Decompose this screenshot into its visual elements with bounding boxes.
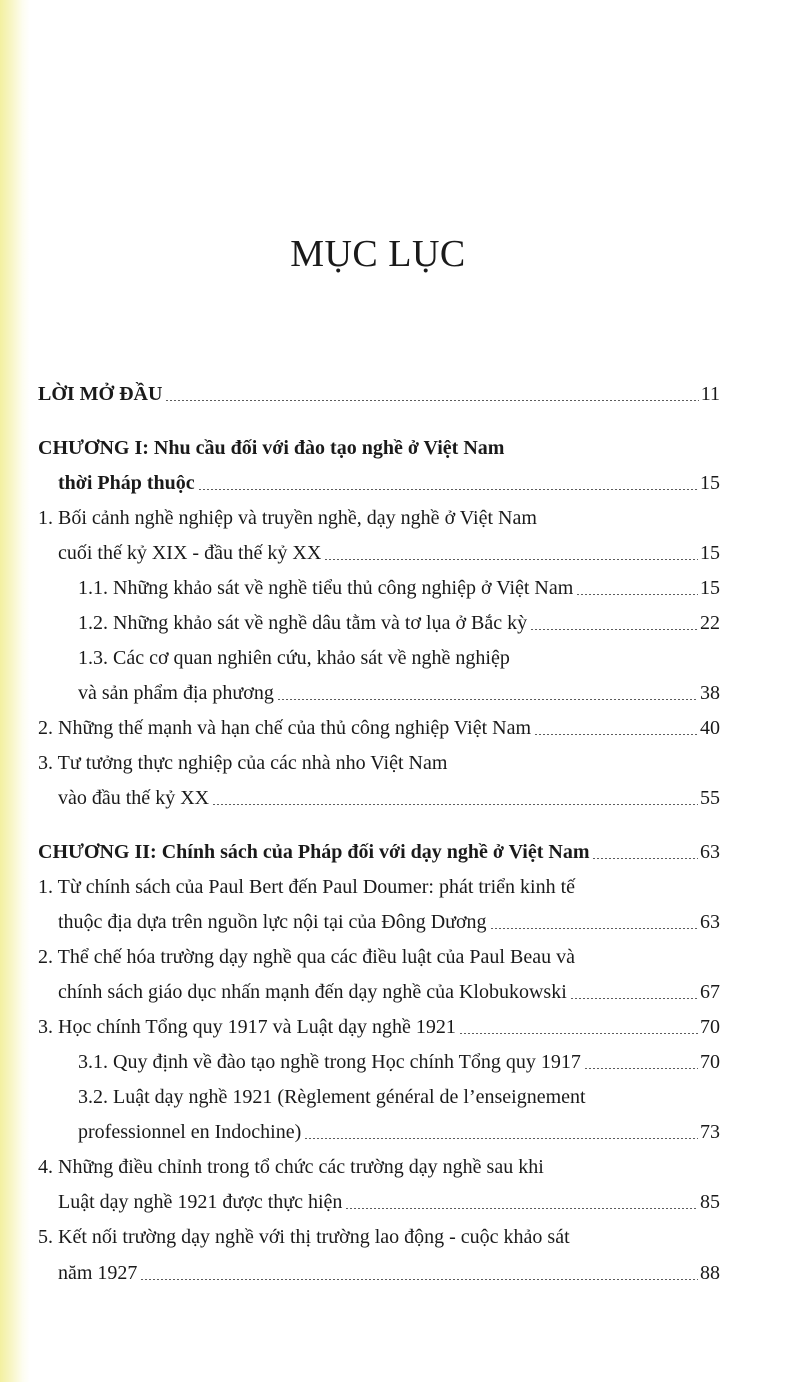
dot-leader xyxy=(570,998,698,999)
toc-entry-line-continued xyxy=(38,430,504,460)
dot-leader xyxy=(459,1033,698,1034)
toc-entry-line-continued xyxy=(78,1079,586,1109)
toc-entry-text: 1.1. Những khảo sát về nghề tiểu thủ công nghiệp ở Việt Nam xyxy=(78,577,574,599)
toc-entry-text: Luật dạy nghề 1921 được thực hiện xyxy=(58,1191,343,1213)
page-number: 88 xyxy=(700,1262,720,1284)
page-number: 63 xyxy=(700,841,720,863)
page-number: 73 xyxy=(700,1121,720,1143)
dot-leader xyxy=(576,594,698,595)
toc-entry-text: 3. Học chính Tổng quy 1917 và Luật dạy nghề 1921 xyxy=(38,1016,456,1038)
page-number: 11 xyxy=(700,383,720,405)
dot-leader xyxy=(345,1208,698,1209)
dot-leader xyxy=(324,559,698,560)
toc-entry-line xyxy=(78,1044,720,1074)
toc-entry-text: 2. Thể chế hóa trường dạy nghề qua các điều luật của Paul Beau và xyxy=(38,946,575,968)
dot-leader xyxy=(140,1279,698,1280)
page-number: 67 xyxy=(700,981,720,1003)
dot-leader xyxy=(198,489,698,490)
toc-entry-line xyxy=(58,904,720,934)
toc-entry-line-continued xyxy=(38,745,447,775)
toc-entry-text: 3.1. Quy định về đào tạo nghề trong Học chính Tổng quy 1917 xyxy=(78,1051,581,1073)
toc-entry-line-continued xyxy=(38,1149,544,1179)
toc-entry-line xyxy=(38,376,720,406)
dot-leader xyxy=(592,858,698,859)
toc-entry-line-continued xyxy=(38,869,575,899)
toc-entry-text: 2. Những thế mạnh và hạn chế của thủ công nghiệp Việt Nam xyxy=(38,717,532,739)
page-edge-shadow xyxy=(0,0,30,1382)
toc-entry-line xyxy=(58,465,720,495)
toc-entry-text: thời Pháp thuộc xyxy=(58,472,195,494)
toc-entry-text: 1.3. Các cơ quan nghiên cứu, khảo sát về nghề nghiệp xyxy=(78,647,510,669)
toc-entry-text: 1. Bối cảnh nghề nghiệp và truyền nghề, dạy nghề ở Việt Nam xyxy=(38,507,537,529)
dot-leader xyxy=(304,1138,698,1139)
dot-leader xyxy=(584,1068,698,1069)
page-number: 15 xyxy=(700,542,720,564)
toc-entry-line xyxy=(78,1114,720,1144)
toc-entry-text: cuối thế kỷ XIX - đầu thế kỷ XX xyxy=(58,542,322,564)
toc-entry-text: 3. Tư tưởng thực nghiệp của các nhà nho Việt Nam xyxy=(38,752,448,774)
page-number: 85 xyxy=(700,1191,720,1213)
toc-entry-text: 1.2. Những khảo sát về nghề dâu tằm và tơ lụa ở Bắc kỳ xyxy=(78,612,528,634)
toc-entry-text: LỜI MỞ ĐẦU xyxy=(38,383,163,405)
toc-entry-line xyxy=(78,605,720,635)
toc-entry-line xyxy=(58,974,720,1004)
toc-entry-line-continued xyxy=(38,1219,570,1249)
toc-entry-text: 1. Từ chính sách của Paul Bert đến Paul Doumer: phát triển kinh tế xyxy=(38,876,576,898)
toc-entry-line xyxy=(58,1255,720,1285)
toc-entry-text: 3.2. Luật dạy nghề 1921 (Règlement général de l’enseignement xyxy=(78,1086,586,1108)
toc-entry-text: 4. Những điều chỉnh trong tổ chức các trường dạy nghề sau khi xyxy=(38,1156,544,1178)
toc-entry-line xyxy=(38,1009,720,1039)
dot-leader xyxy=(490,928,698,929)
toc-entry-text: CHƯƠNG II: Chính sách của Pháp đối với dạy nghề ở Việt Nam xyxy=(38,841,590,863)
toc-entry-text: năm 1927 xyxy=(58,1262,138,1284)
toc-entry-line xyxy=(78,570,720,600)
page-number: 15 xyxy=(700,472,720,494)
toc-entry-line-continued xyxy=(78,640,510,670)
toc-entry-line xyxy=(78,675,720,705)
toc-entry-line xyxy=(38,710,720,740)
dot-leader xyxy=(165,400,698,401)
toc-entry-text: chính sách giáo dục nhấn mạnh đến dạy nghề của Klobukowski xyxy=(58,981,567,1003)
toc-entry-line xyxy=(38,834,720,864)
page-title: MỤC LỤC xyxy=(290,233,466,275)
toc-entry-line xyxy=(58,535,720,565)
page-number: 55 xyxy=(700,787,720,809)
toc-entry-line-continued xyxy=(38,500,537,530)
page-number: 15 xyxy=(700,577,720,599)
toc-entry-text: thuộc địa dựa trên nguồn lực nội tại của Đông Dương xyxy=(58,911,487,933)
page-number: 70 xyxy=(700,1016,720,1038)
toc-entry-text: CHƯƠNG I: Nhu cầu đối với đào tạo nghề ở Việt Nam xyxy=(38,437,505,459)
dot-leader xyxy=(212,804,698,805)
dot-leader xyxy=(534,734,698,735)
toc-entry-text: professionnel en Indochine) xyxy=(78,1121,302,1143)
toc-entry-text: 5. Kết nối trường dạy nghề với thị trường lao động - cuộc khảo sát xyxy=(38,1226,570,1248)
page-number: 38 xyxy=(700,682,720,704)
dot-leader xyxy=(530,629,698,630)
dot-leader xyxy=(277,699,698,700)
toc-entry-line-continued xyxy=(38,939,575,969)
toc-entry-text: và sản phẩm địa phương xyxy=(78,682,274,704)
page-number: 63 xyxy=(700,911,720,933)
page-number: 40 xyxy=(700,717,720,739)
page-number: 70 xyxy=(700,1051,720,1073)
toc-entry-text: vào đầu thế kỷ XX xyxy=(58,787,210,809)
toc-entry-line xyxy=(58,1184,720,1214)
toc-entry-line xyxy=(58,780,720,810)
page-number: 22 xyxy=(700,612,720,634)
